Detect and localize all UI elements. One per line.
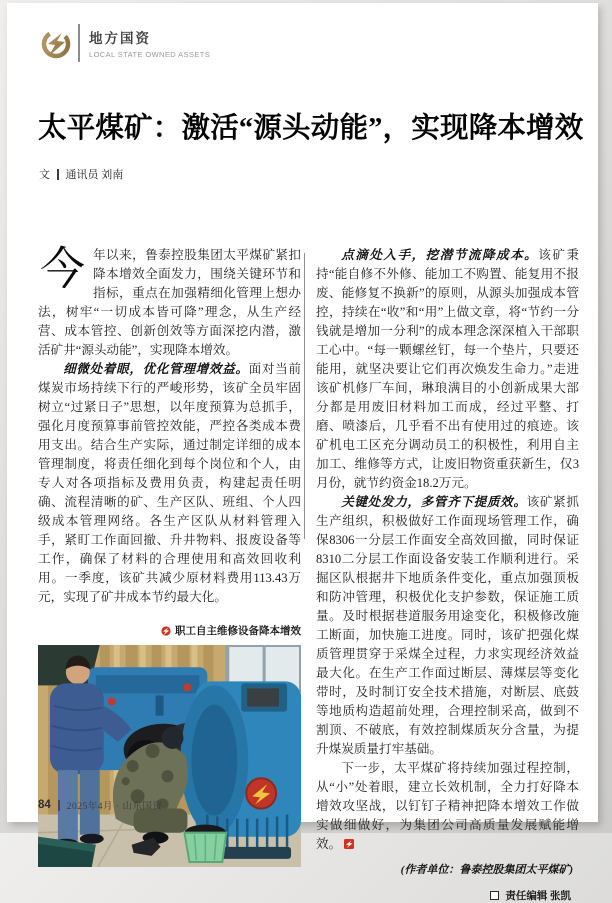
paragraph-3-text: 该矿秉持“能自修不外修、能加工不购置、能复用不报废、能修复不换新”的原则，从源头加强成本管控，持续在“收”和“用”上做文章，将“节约一分钱就是增加一分利”的成本理念深深植入干部职工心中。“每一颗螺丝钉，每一个垫片，只要还能用，就坚决要让它们再次焕发生命力。”走进该矿机修厂车间，琳琅满目的小创新成果大部分都是用废旧材料加工而成，经过平整、打磨、喷漆后，几乎看不出有使用过的痕迹。该矿机电工区充分调动员工的积极性，利用自主加工、维修等方式，让废旧物资重获新生，仅3月份，就节约资金18.2万元。 xyxy=(316,248,580,490)
author-attribution: (作者单位：鲁泰控股集团太平煤矿) xyxy=(400,864,573,876)
byline-author: 通讯员 刘南 xyxy=(65,169,124,181)
editor-text: 责任编辑 张凯 xyxy=(505,891,571,902)
magazine-logo-icon xyxy=(41,26,71,60)
photo-caption-text: 职工自主维修设备降本增效 xyxy=(175,625,301,637)
caption-logo-icon xyxy=(161,626,171,636)
masthead-title-en: LOCAL STATE OWNED ASSETS xyxy=(89,50,211,59)
byline-divider xyxy=(57,169,59,180)
photo-illustration xyxy=(38,645,301,867)
masthead-text xyxy=(89,27,210,59)
right-column xyxy=(316,246,579,903)
paragraph-4-lead: 关键处发力，多管齐下提质效。 xyxy=(341,495,527,509)
paragraph-3 xyxy=(316,246,579,493)
paragraph-5-text: 下一步，太平煤矿将持续加强过程控制，从“小”处着眼，建立长效机制，全力打好降本增效攻坚战，以钉钉子精神把降本增效工作做实做细做好，为集团公司高质量发展赋能增效。 xyxy=(316,761,579,851)
magazine-page xyxy=(7,3,598,902)
article-title: 太平煤矿：激活“源头动能”，实现降本增效 xyxy=(38,113,584,144)
paragraph-2-lead: 细微处着眼，优化管理增效益。 xyxy=(63,362,249,376)
paragraph-4 xyxy=(316,493,579,759)
page-number: 84 xyxy=(38,799,51,811)
article-photo xyxy=(38,645,301,867)
issue-info: 2025年4月 · 山东国资 xyxy=(66,802,163,812)
paragraph-5 xyxy=(316,759,579,854)
paragraph-1 xyxy=(38,246,301,360)
article-end-icon xyxy=(344,839,354,849)
editor-line xyxy=(316,888,579,903)
photo-caption xyxy=(38,623,301,638)
paragraph-2-text: 面对当前煤炭市场持续下行的严峻形势，该矿全员牢固树立“过紧日子”思想，以年度预算为总抓手，强化月度预算事前管控效能，严控各类成本费用支出。结合生产实际，通过制定详细的成本管理制度，将责任细化到每个岗位和个人，由专人对各项指标及费用负责，构建起责任明确、流程清晰的矿、生产区队、班组、个人四级成本管理网络。各生产区队从材料管理入手，紧盯工作面回撤、升井物料、报废设备等工作，确保了材料的合理使用和高效回收利用。一季度，该矿共减少原材料费用113.43万元，实现了矿井成本节约最大化。 xyxy=(38,362,302,604)
byline-prefix: 文 xyxy=(39,169,50,181)
drop-cap: 今 xyxy=(40,244,86,294)
masthead-divider xyxy=(78,24,80,62)
page-footer xyxy=(38,798,162,812)
checkbox-icon xyxy=(490,891,499,900)
paragraph-1-text: 年以来，鲁泰控股集团太平煤矿紧扣降本增效全面发力，围绕关键环节和指标，重点在加强精细化管理上想办法，树牢“一切成本皆可降”理念，从生产经营、成本管控、创新创效等方面深挖内潜，激活矿井“源头动能”，实现降本增效。 xyxy=(38,248,301,357)
paragraph-2 xyxy=(38,360,301,607)
footer-divider xyxy=(58,800,60,811)
masthead-title-cn: 地方国资 xyxy=(89,31,151,46)
paragraph-3-lead: 点滴处入手，挖潜节流降成本。 xyxy=(341,248,539,262)
masthead xyxy=(41,24,210,62)
column-divider xyxy=(304,253,305,539)
paragraph-4-text: 该矿紧抓生产组织，积极做好工作面现场管理工作，确保8306一分层工作面安全高效回撤，同时保证8310二分层工作面设备安装工作顺利进行。采掘区队根据井下地质条件变化，重点加强顶板和防冲管理，积极优化支护参数，保证施工质量。及时根据巷道服务用途变化，积极修改施工断面，加快施工进度。同时，该矿把强化煤质管理贯穿于采煤全过程，力求实现经济效益最大化。在生产工作面过断层、薄煤层等变化带时，及时制订安全技术措施，对断层、底鼓等地质构造超前处理，合理控制采高，做到不割顶、不破底，有效控制煤质灰分含量，为提升煤炭质量打牢基础。 xyxy=(316,495,580,756)
article-byline xyxy=(39,166,123,182)
